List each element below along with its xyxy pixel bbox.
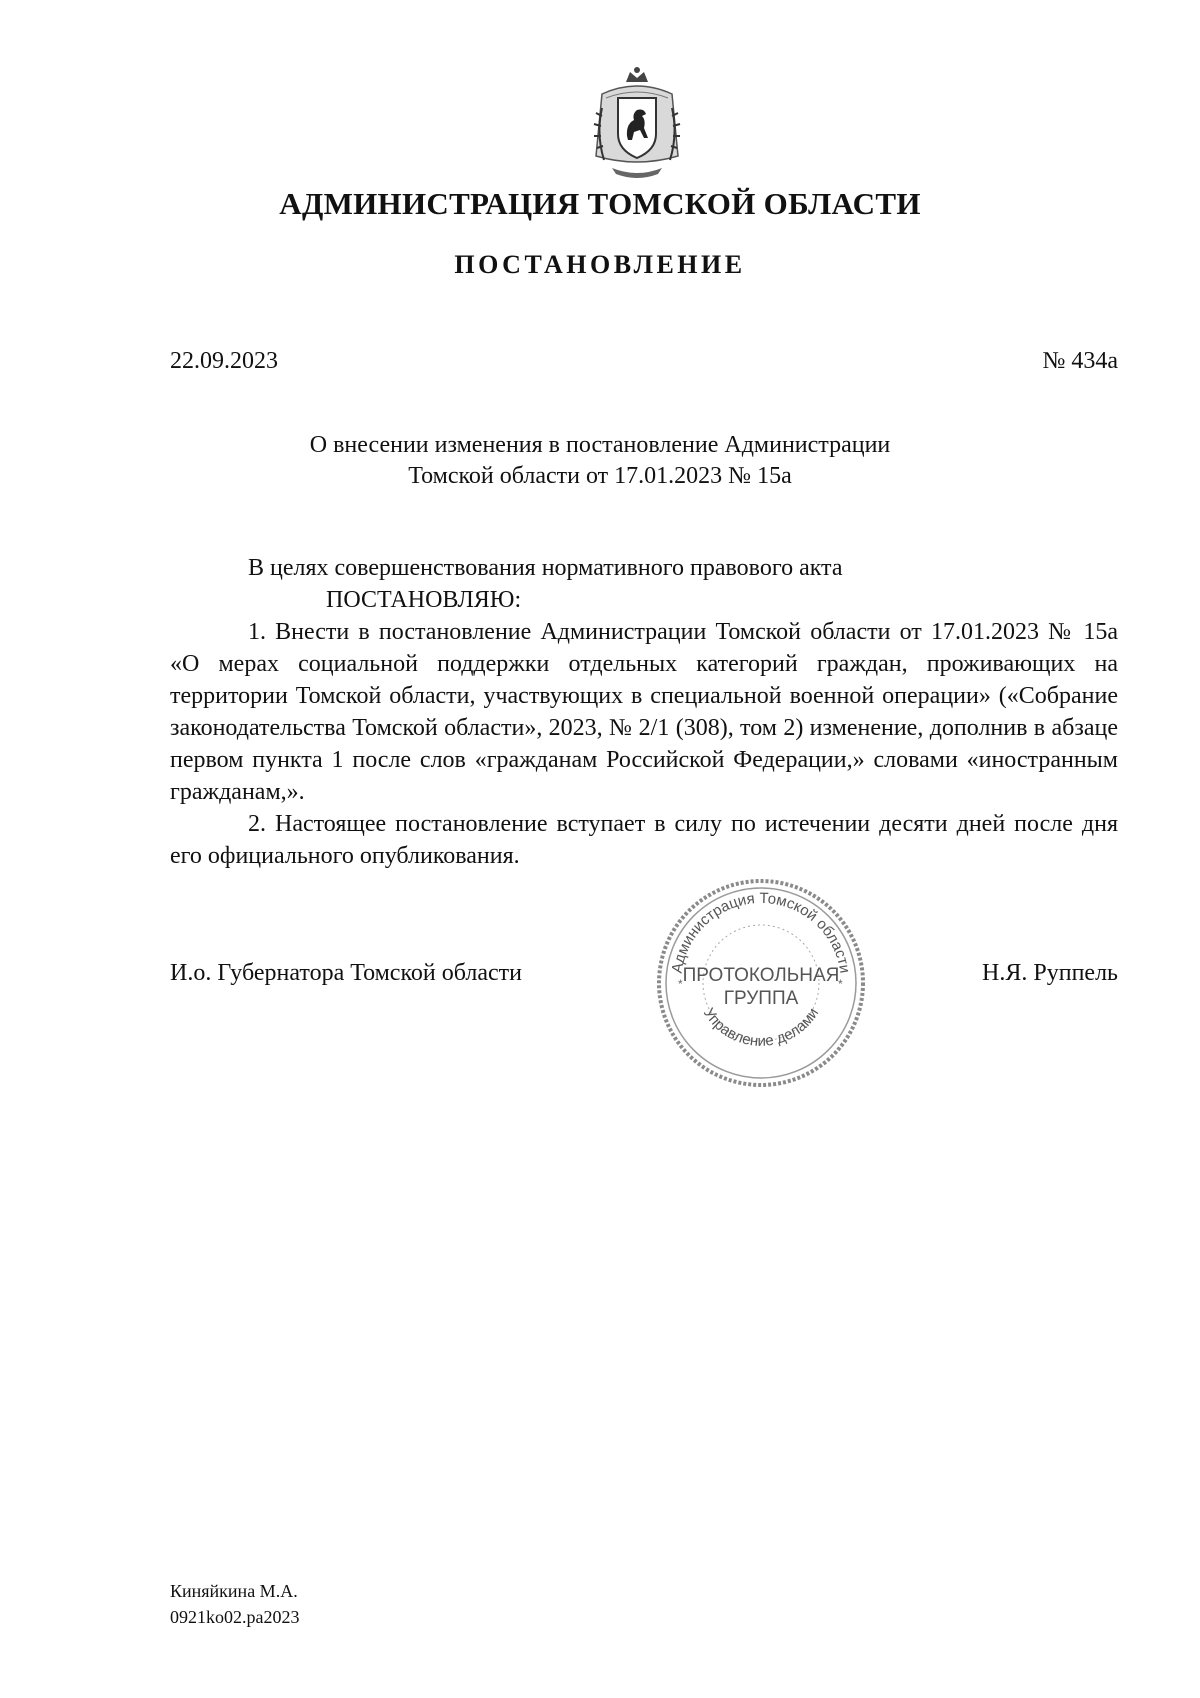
document-type-title: ПОСТАНОВЛЕНИЕ (454, 250, 746, 279)
item-1-paragraph: 1. Внести в постановление Администрации Томской области от 17.01.2023 № 15а «О мерах социальной поддержки отдельных категорий граждан, проживающих на территории Томской области, участвующих в специальной военной операции» («Собрание законодательства Томской области», 2023, № 2/1 (308), том 2) изменение, дополнив в абзаце первом пункта 1 после слов «гражданам Российской Федерации,» словами «иностранным гражданам,». (170, 619, 1118, 805)
subject-line-1: О внесении изменения в постановление Администрации (309, 432, 891, 458)
stamp-center-line-1: ПРОТОКОЛЬНАЯ (682, 965, 840, 986)
stamp-star-right-icon: * (838, 977, 843, 991)
organization-title: АДМИНИСТРАЦИЯ ТОМСКОЙ ОБЛАСТИ (279, 186, 921, 221)
decree-word: ПОСТАНОВЛЯЮ: (326, 587, 522, 613)
document-number: № 434а (1042, 348, 1118, 374)
document-date: 22.09.2023 (170, 348, 278, 374)
stamp-star-left-icon: * (678, 977, 683, 991)
file-code: 0921ko02.pa2023 (170, 1607, 300, 1627)
preamble-paragraph: В целях совершенствования нормативного правового акта (248, 555, 843, 581)
executor-name: Киняйкина М.А. (170, 1581, 298, 1601)
coat-of-arms-icon (582, 64, 692, 184)
decree-paragraph (170, 584, 1118, 616)
document-body (170, 552, 1118, 872)
document-footer (170, 1578, 300, 1630)
subject-line-2: Томской области от 17.01.2023 № 15а (408, 463, 792, 489)
signatory-name: Н.Я. Руппель (982, 960, 1118, 986)
official-stamp (654, 876, 868, 1090)
signatory-position: И.о. Губернатора Томской области (170, 960, 522, 986)
stamp-outer-text: Администрация Томской области (668, 889, 854, 975)
document-subject (0, 430, 1200, 492)
item-2-paragraph: 2. Настоящее постановление вступает в силу по истечении десяти дней после дня его официального опубликования. (170, 811, 1118, 869)
stamp-bottom-text: Управление делами (699, 1005, 823, 1050)
stamp-center-line-2: ГРУППА (723, 988, 799, 1009)
